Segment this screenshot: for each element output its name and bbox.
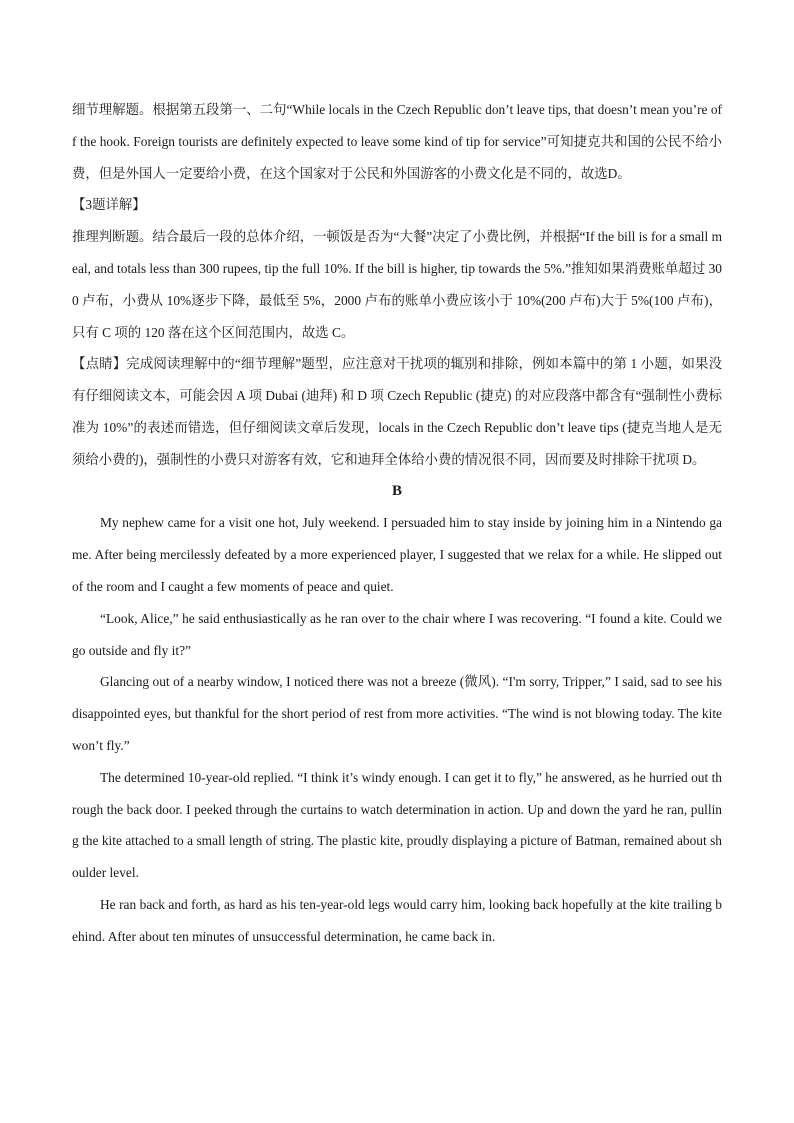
comment-paragraph: 【点睛】完成阅读理解中的“细节理解”题型，应注意对干扰项的辄别和排除，例如本篇中的第 1 小题，如果没有仔细阅读文本，可能会因 A 项 Dubai (迪拜) 和 D 项 Czech Republic (捷克) 的对应段落中都含有“强制性小费标准为 10%”的表述而错选，但仔细阅读文章后发现，locals in the Czech Republic don’t leave tips (捷克当地人是无须给小费的)，强制性的小费只对游客有效，它和迪拜全体给小费的情况很不同，因而要及时排除干扰项 D。 bbox=[72, 356, 722, 467]
passage-b-label: B bbox=[391, 482, 402, 499]
passage-paragraph: “Look, Alice,” he said enthusiastically as he ran over to the chair where I was recovering. “I found a kite. Could we go outside and fly it?” bbox=[72, 610, 722, 658]
passage-paragraph: He ran back and forth, as hard as his ten-year-old legs would carry him, looking back hopefully at the kite trailing behind. After about ten minutes of unsuccessful determination, he came back in. bbox=[72, 896, 722, 944]
q3-analysis-paragraph: 推理判断题。结合最后一段的总体介绍，一顿饭是否为“大餐”决定了小费比例，并根据“If the bill is for a small meal, and totals less than 300 rupees, tip the full 10%. If the bill is higher, tip towards the 5%.”推知如果消费账单超过 300 卢布，小费从 10%逐步下降，最低至 5%，2000 卢布的账单小费应该小于 10%(200 卢布)大于 5%(100 卢布)，只有 C 项的 120 落在这个区间范围内，故选 C。 bbox=[72, 229, 722, 340]
passage-paragraph: My nephew came for a visit one hot, July weekend. I persuaded him to stay inside by joining him in a Nintendo game. After being mercilessly defeated by a more experienced player, I suggested that we relax for a while. He slipped out of the room and I caught a few moments of peace and quiet. bbox=[72, 515, 722, 594]
passage-paragraph: Glancing out of a nearby window, I noticed there was not a breeze (微风). “I'm sorry, Tripper,” I said, sad to see his disappointed eyes, but thankful for the short period of rest from more activities. “The wind is not blowing today. The kite won’t fly.” bbox=[72, 674, 722, 753]
q2-analysis-paragraph: 细节理解题。根据第五段第一、二句“While locals in the Czech Republic don’t leave tips, that doesn’t mean you’re off the hook. Foreign tourists are definitely expected to leave some kind of tip for service”可知捷克共和国的公民不给小费，但是外国人一定要给小费，在这个国家对于公民和外国游客的小费文化是不同的，故选D。 bbox=[72, 102, 722, 181]
passage-paragraph: The determined 10-year-old replied. “I think it’s windy enough. I can get it to fly,” he answered, as he hurried out through the back door. I peeked through the curtains to watch determination in action. Up and down the yard he ran, pulling the kite attached to a small length of string. The plastic kite, proudly displaying a picture of Batman, remained about shoulder level. bbox=[72, 769, 722, 881]
q3-heading: 【3题详解】 bbox=[72, 197, 146, 213]
document-page bbox=[72, 94, 722, 953]
